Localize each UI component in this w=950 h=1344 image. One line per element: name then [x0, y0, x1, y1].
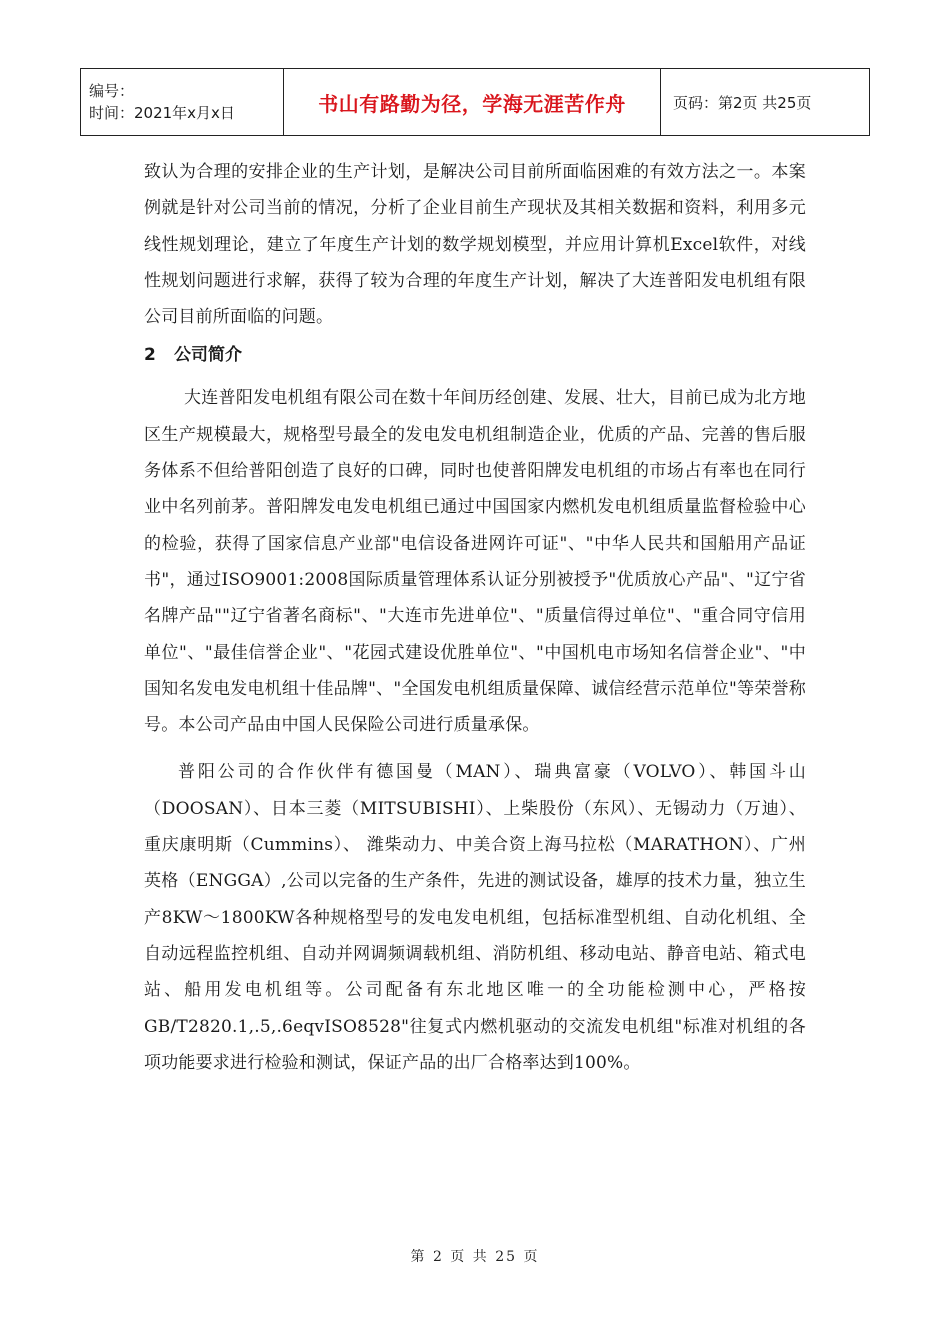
header-motto: 书山有路勤为径，学海无涯苦作舟 — [284, 69, 661, 136]
document-body — [144, 154, 806, 1081]
company-profile-paragraph: 大连普阳发电机组有限公司在数十年间历经创建、发展、壮大，目前已成为北方地区生产规模最大，规格型号最全的发电发电机组制造企业，优质的产品、完善的售后服务体系不但给普阳创造了良好的口碑，同时也使普阳牌发电机组的市场占有率也在同行业中名列前茅。普阳牌发电发电机组已通过中国国家内燃机发电机组质量监督检验中心的检验，获得了国家信息产业部"电信设备进网许可证"、"中华人民共和国船用产品证书"，通过ISO9001:2008国际质量管理体系认证分别被授予"优质放心产品"、"辽宁省名牌产品""辽宁省著名商标"、"大连市先进单位"、"质量信得过单位"、"重合同守信用单位"、"最佳信誉企业"、"花园式建设优胜单位"、"中国机电市场知名信誉企业"、"中国知名发电发电机组十佳品牌"、"全国发电机组质量保障、诚信经营示范单位"等荣誉称号。本公司产品由中国人民保险公司进行质量承保。 — [144, 388, 806, 736]
header-page-info: 页码：第2页 共25页 — [661, 69, 870, 136]
partners-paragraph: 普阳公司的合作伙伴有德国曼（MAN）、瑞典富豪（VOLVO）、韩国斗山（DOOSAN）、日本三菱（MITSUBISHI）、上柴股份（东风）、无锡动力（万迪）、重庆康明斯（Cummins）、 潍柴动力、中美合资上海马拉松（MARATHON）、广州英格（ENGGA）,公司以完备的生产条件，先进的测试设备，雄厚的技术力量，独立生产8KW～1800KW各种规格型号的发电发电机组，包括标准型机组、自动化机组、全自动远程监控机组、自动并网调频调载机组、消防机组、移动电站、静音电站、箱式电站、船用发电机组等。公司配备有东北地区唯一的全功能检测中心，严格按GB/T2820.1,.5,.6eqvISO8528"往复式内燃机驱动的交流发电机组"标准对机组的各项功能要求进行检验和测试，保证产品的出厂合格率达到100%。 — [144, 762, 806, 1073]
paragraph-spacer — [144, 743, 806, 754]
intro-paragraph: 致认为合理的安排企业的生产计划，是解决公司目前所面临困难的有效方法之一。本案例就是针对公司当前的情况，分析了企业目前生产现状及其相关数据和资料，利用多元线性规划理论，建立了年度生产计划的数学规划模型，并应用计算机Excel软件，对线性规划问题进行求解，获得了较为合理的年度生产计划，解决了大连普阳发电机组有限公司目前所面临的问题。 — [144, 162, 806, 328]
header-meta-cell — [81, 69, 284, 136]
document-number-label: 编号： — [89, 82, 135, 100]
document-date: 时间：2021年x月x日 — [89, 104, 235, 122]
section-title: 公司简介 — [174, 345, 242, 366]
section-number: 2 — [144, 345, 156, 366]
section-heading — [144, 337, 806, 373]
page-footer: 第 2 页 共 25 页 — [410, 1249, 540, 1265]
page-header — [80, 68, 870, 136]
